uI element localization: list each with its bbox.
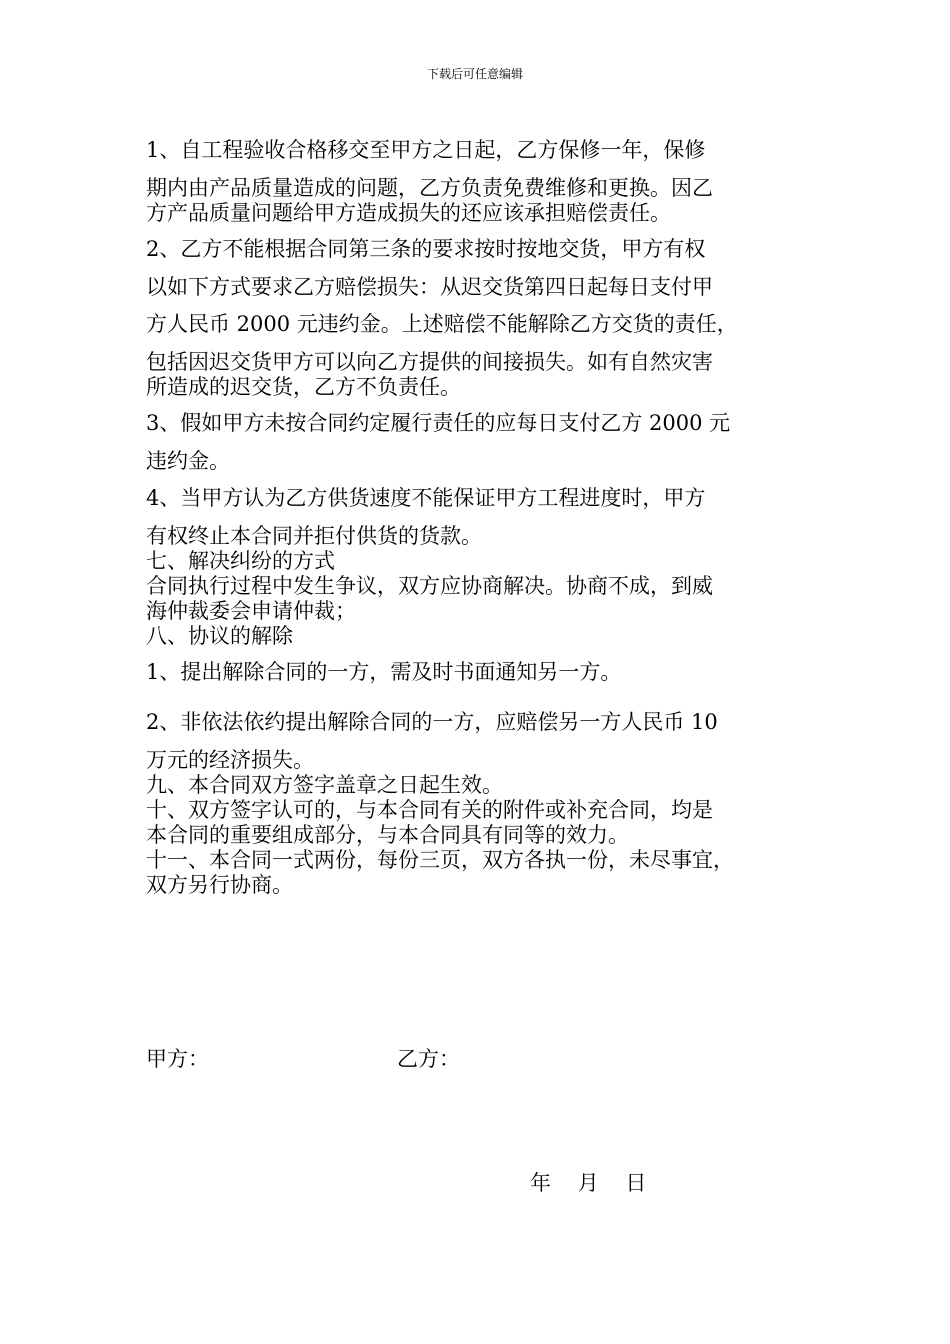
text-line: 万元的经济损失。 [146, 748, 314, 772]
text-line: 2、非依法依约提出解除合同的一方，应赔偿另一方人民币 10 [146, 710, 718, 734]
text-line: 包括因迟交货甲方可以向乙方提供的间接损失。如有自然灾害 [146, 350, 713, 374]
text-line: 4、当甲方认为乙方供货速度不能保证甲方工程进度时，甲方 [146, 486, 706, 510]
text-line: 十、双方签字认可的，与本合同有关的附件或补充合同，均是 [146, 798, 713, 822]
party-b-label: 乙方： [397, 1047, 460, 1071]
text-line: 1、提出解除合同的一方，需及时书面通知另一方。 [146, 660, 622, 684]
text-line: 方人民币 2000 元违约金。上述赔偿不能解除乙方交货的责任， [146, 312, 738, 336]
text-line: 1、自工程验收合格移交至甲方之日起，乙方保修一年，保修 [146, 138, 706, 162]
text-line: 方产品质量问题给甲方造成损失的还应该承担赔偿责任。 [146, 201, 671, 225]
section-heading: 九、本合同双方签字盖章之日起生效。 [146, 773, 503, 797]
text-line: 合同执行过程中发生争议，双方应协商解决。协商不成，到威 [146, 574, 713, 598]
section-heading: 八、协议的解除 [146, 624, 293, 648]
text-line: 有权终止本合同并拒付供货的货款。 [146, 524, 482, 548]
text-line: 违约金。 [146, 449, 230, 473]
text-line: 3、假如甲方未按合同约定履行责任的应每日支付乙方 2000 元 [146, 411, 731, 435]
text-line: 所造成的迟交货，乙方不负责任。 [146, 375, 461, 399]
signature-date: 年 月 日 [530, 1171, 647, 1195]
text-line: 以如下方式要求乙方赔偿损失：从迟交货第四日起每日支付甲 [146, 275, 713, 299]
text-line: 双方另行协商。 [146, 873, 293, 897]
party-a-label: 甲方： [146, 1047, 209, 1071]
text-line: 海仲裁委会申请仲裁； [146, 599, 356, 623]
section-heading: 七、解决纠纷的方式 [146, 549, 335, 573]
text-line: 本合同的重要组成部分，与本合同具有同等的效力。 [146, 823, 629, 847]
page-header: 下载后可任意编辑 [426, 67, 523, 81]
text-line: 期内由产品质量造成的问题，乙方负责免费维修和更换。因乙 [146, 176, 713, 200]
text-line: 2、乙方不能根据合同第三条的要求按时按地交货，甲方有权 [146, 237, 706, 261]
text-line: 十一、本合同一式两份，每份三页，双方各执一份，未尽事宜， [146, 848, 734, 872]
